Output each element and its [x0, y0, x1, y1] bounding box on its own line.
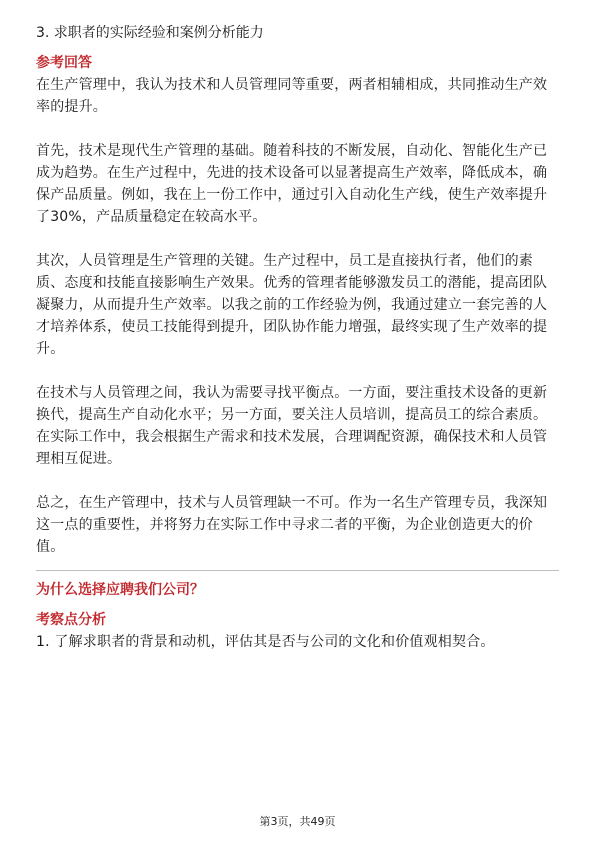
paragraph-line: 在技术与人员管理之间，我认为需要寻找平衡点。一方面，要注重技术设备的更新: [36, 385, 548, 401]
paragraph-line: 首先，技术是现代生产管理的基础。随着科技的不断发展，自动化、智能化生产已: [36, 143, 548, 159]
answer-paragraph-1: [36, 74, 564, 118]
paragraph-line: 率的提升。: [36, 99, 107, 115]
question-heading: 3. 求职者的实际经验和案例分析能力: [36, 25, 264, 41]
paragraph-line: 值。: [36, 539, 65, 555]
paragraph-line: 理相互促进。: [36, 451, 122, 467]
answer-paragraph-4: [36, 382, 564, 470]
paragraph-line: 才培养体系，使员工技能得到提升，团队协作能力增强，最终实现了生产效率的提: [36, 319, 548, 335]
page-content: [36, 22, 564, 653]
paragraph-line: 在生产管理中，我认为技术和人员管理同等重要，两者相辅相成，共同推动生产效: [36, 77, 548, 93]
answer-paragraph-2: [36, 140, 564, 228]
next-question-title: 为什么选择应聘我们公司？: [36, 582, 204, 598]
answer-paragraph-5: [36, 492, 564, 558]
paragraph-line: 成为趋势。在生产过程中，先进的技术设备可以显著提高生产效率，降低成本，确: [36, 165, 548, 181]
paragraph-line: 其次，人员管理是生产管理的关键。生产过程中，员工是直接执行者，他们的素: [36, 253, 533, 269]
answer-label: 参考回答: [36, 55, 92, 71]
paragraph-line: 这一点的重要性，并将努力在实际工作中寻求二者的平衡，为企业创造更大的价: [36, 517, 533, 533]
paragraph-line: 了30%，产品质量稳定在较高水平。: [36, 209, 267, 225]
analysis-label: 考察点分析: [36, 612, 106, 628]
paragraph-line: 保产品质量。例如，我在上一份工作中，通过引入自动化生产线，使生产效率提升: [36, 187, 548, 203]
paragraph-line: 升。: [36, 341, 65, 357]
analysis-item-1: 1. 了解求职者的背景和动机，评估其是否与公司的文化和价值观相契合。: [36, 634, 495, 650]
paragraph-line: 凝聚力，从而提升生产效率。以我之前的工作经验为例，我通过建立一套完善的人: [36, 297, 548, 313]
paragraph-line: 总之，在生产管理中，技术与人员管理缺一不可。作为一名生产管理专员，我深知: [36, 495, 548, 511]
section-divider: [36, 570, 559, 571]
paragraph-line: 换代，提高生产自动化水平；另一方面，要关注人员培训，提高员工的综合素质。: [36, 407, 548, 423]
paragraph-line: 在实际工作中，我会根据生产需求和技术发展，合理调配资源，确保技术和人员管: [36, 429, 548, 445]
answer-paragraph-3: [36, 250, 564, 360]
paragraph-line: 质、态度和技能直接影响生产效果。优秀的管理者能够激发员工的潜能，提高团队: [36, 275, 548, 291]
page-footer: 第3页，共49页: [259, 815, 336, 828]
